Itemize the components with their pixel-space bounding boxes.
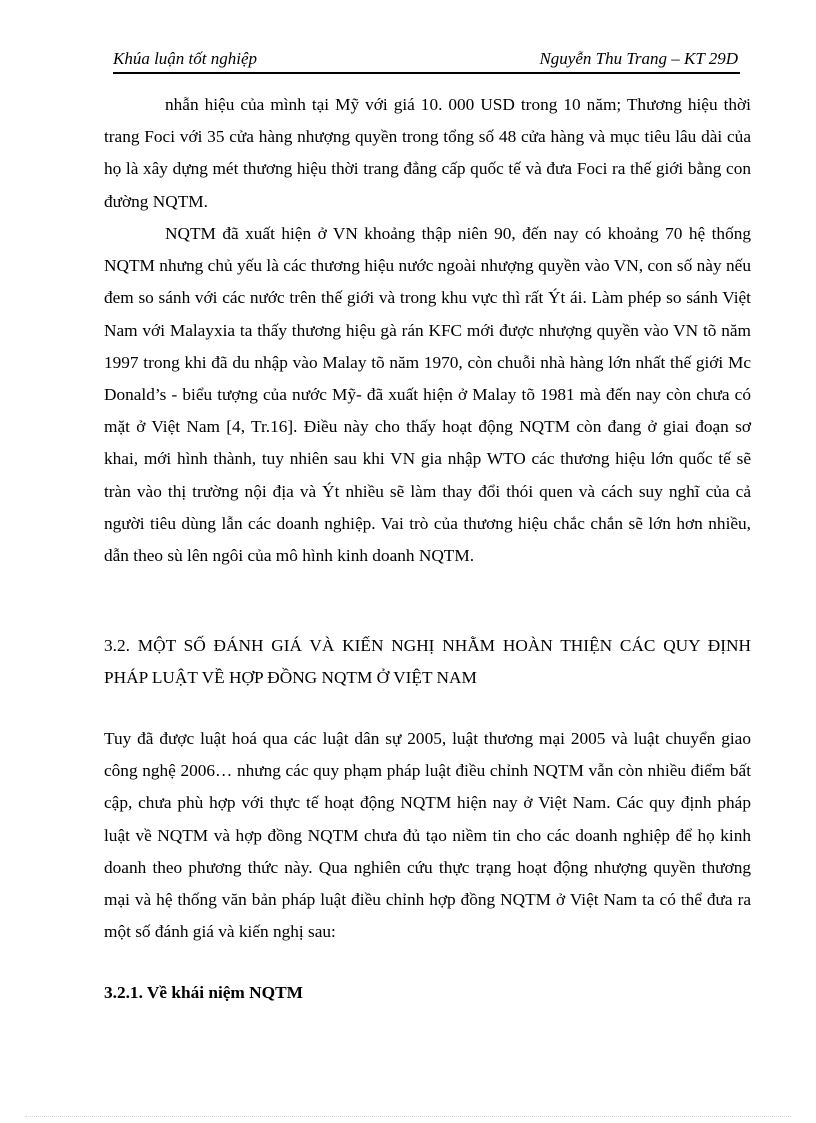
paragraph-3: Tuy đã được luật hoá qua các luật dân sự 2005, luật thương mại 2005 và luật chuyển giao công nghệ 2006… nhưng các quy phạm pháp luật điều chỉnh NQTM vẫn còn nhiều điểm bất cập, chưa phù hợp với thực tế hoạt động NQTM hiện nay ở Việt Nam. Các quy định pháp luật về NQTM và hợp đồng NQTM chưa đủ tạo niềm tin cho các doanh nghiệp để họ kinh doanh theo phương thức này. Qua nghiên cứu thực trạng hoạt động nhượng quyền thương mại và hệ thống văn bản pháp luật điều chỉnh hợp đồng NQTM ở Việt Nam ta có thể đưa ra một số đánh giá và kiến nghị sau: xyxy=(104,729,751,942)
paragraph-2-text: NQTM đã xuất hiện ở VN khoảng thập niên 90, đến nay có khoảng 70 hệ thống NQTM nhưng chủ yếu là các thương hiệu nước ngoài nhượng quyền vào VN, con số này nếu đem so sánh với các nước trên thế giới và trong khu vực thì rất Ýt ái. Làm phép so sánh Việt Nam với Malayxia ta thấy thương hiệu gà rán KFC mới được nhượng quyền vào VN tõ năm 1997 trong khi đã du nhập vào Malay tõ năm 1970, còn chuỗi nhà hàng lớn nhất thế giới Mc Donald’s - biểu tượng của nước Mỹ- đã xuất hiện ở Malay tõ 1981 mà đến nay còn chưa có mặt ở Việt Nam [4, Tr.16]. Điều này cho thấy hoạt động NQTM còn đang ở giai đoạn sơ khai, mới hình thành, tuy nhiên sau khi VN gia nhập WTO các thương hiệu lớn quốc tế sẽ tràn vào thị trường nội địa và Ýt nhiều sẽ làm thay đổi thói quen và cách suy nghĩ của cả người tiêu dùng lẫn các doanh nghiệp. Vai trò của thương hiệu chắc chắn sẽ lớn hơn nhiều, dẫn theo sù lên ngôi của mô hình kinh doanh NQTM. xyxy=(104,224,751,566)
page-bottom-divider xyxy=(25,1116,791,1117)
paragraph-2 xyxy=(104,218,751,572)
header-author: Nguyễn Thu Trang – KT 29D xyxy=(539,49,738,68)
paragraph-1 xyxy=(104,89,751,218)
header-title: Khúa luận tốt nghiệp xyxy=(113,49,258,68)
section-heading: 3.2. MỘT SỐ ĐÁNH GIÁ VÀ KIẾN NGHỊ NHẰM HOÀN THIỆN CÁC QUY ĐỊNH PHÁP LUẬT VỀ HỢP ĐỒNG NQTM Ở VIỆT NAM xyxy=(104,636,751,687)
subsection-heading: 3.2.1. Về khái niệm NQTM xyxy=(104,983,303,1002)
paragraph-1-text: nhẫn hiệu của mình tại Mỹ với giá 10. 000 USD trong 10 năm; Thương hiệu thời trang Foci với 35 cửa hàng nhượng quyền trong tổng số 48 cửa hàng và mục tiêu lâu dài của họ là xây dựng mét thương hiệu thời trang đẳng cấp quốc tế và đưa Foci ra thế giới bằng con đường NQTM. xyxy=(104,95,751,211)
page-header xyxy=(113,48,740,74)
